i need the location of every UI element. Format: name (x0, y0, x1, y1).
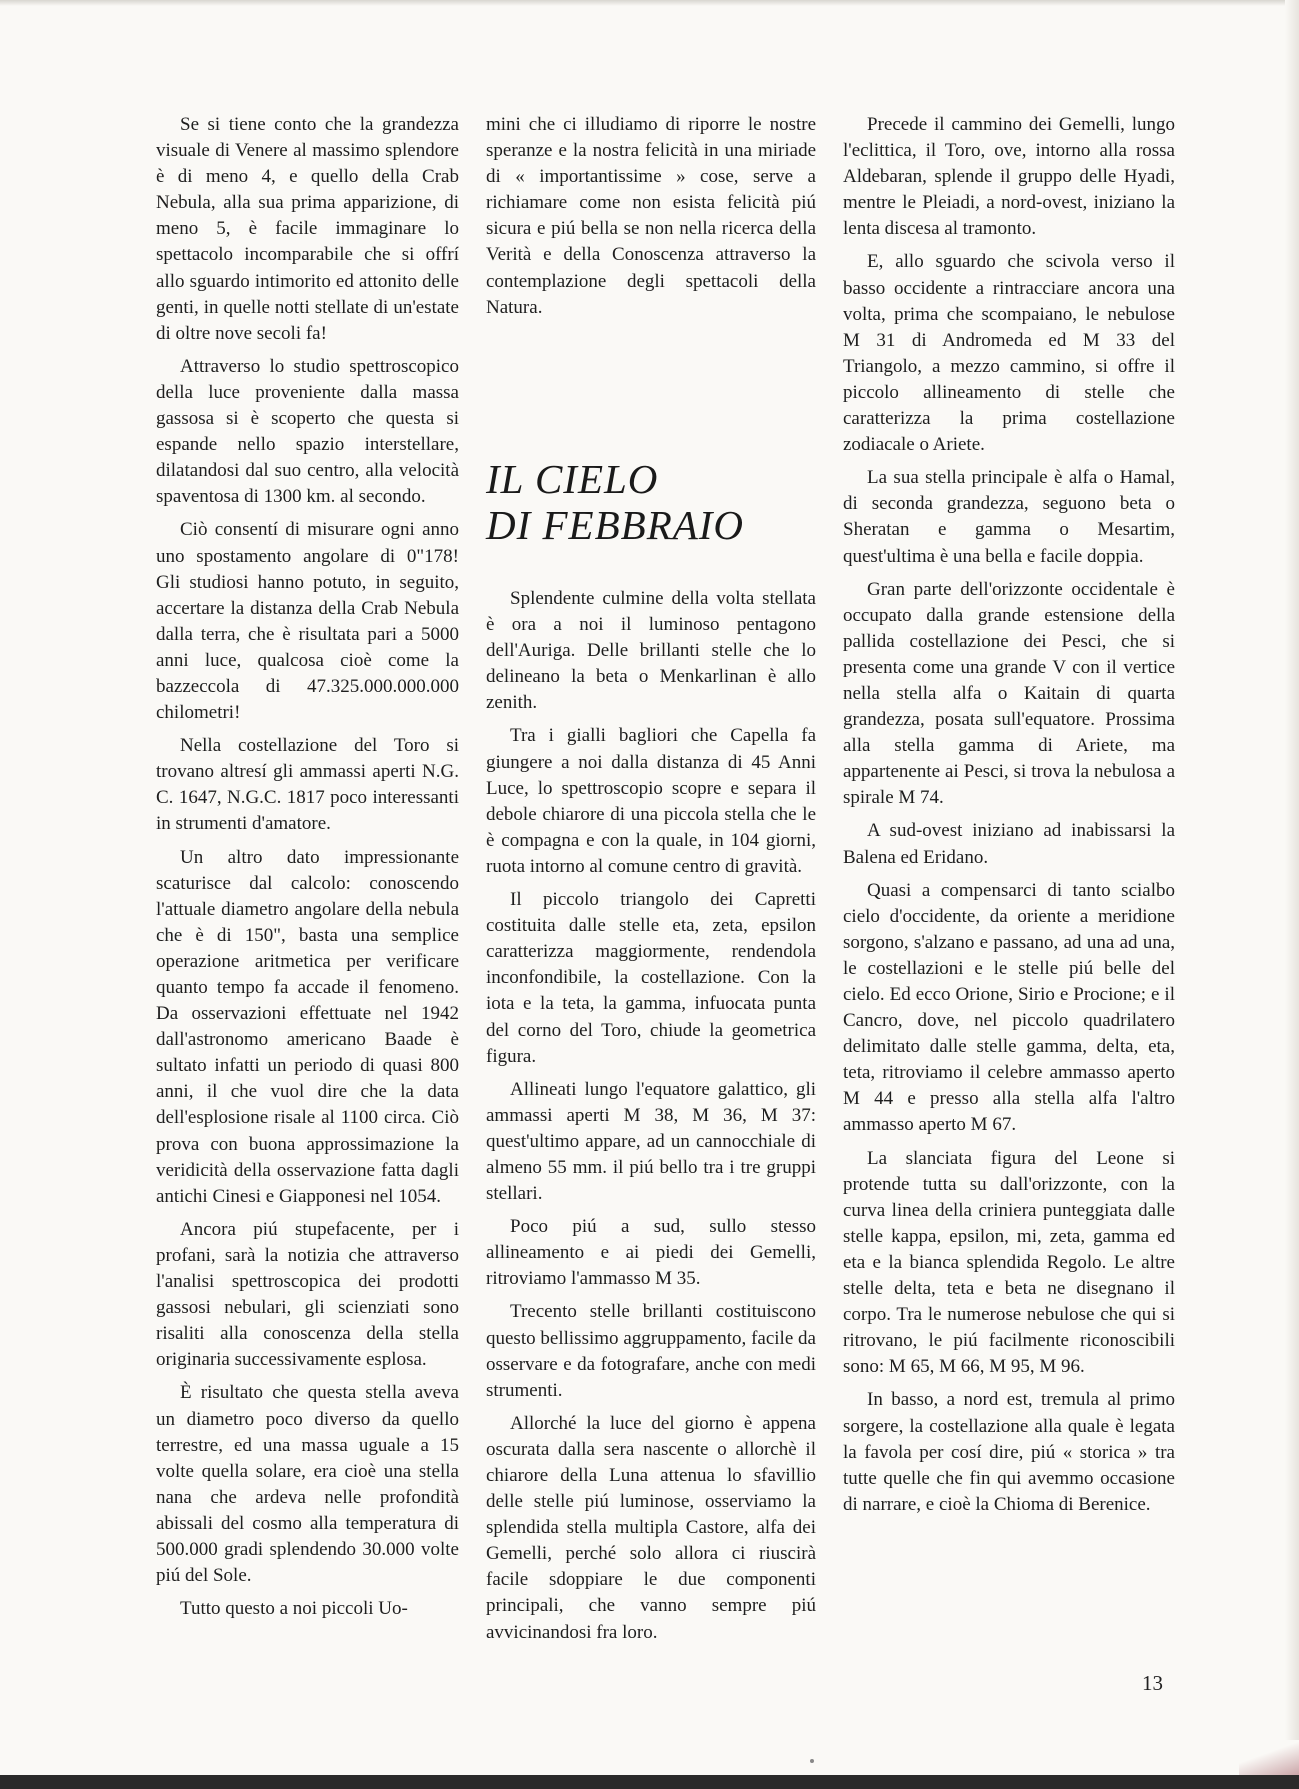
section-heading (486, 456, 744, 548)
paragraph: Attraverso lo studio spettroscopico della luce proveniente dalla massa gassosa si è scoperto che questa si espande nello spazio interstellare, dilatandosi dal suo centro, alla velocità spaventosa di 1300 km. al secondo. (156, 355, 459, 508)
paragraph: Precede il cammino dei Gemelli, lungo l'eclittica, il Toro, ove, intorno alla rossa Aldebaran, splende il gruppo delle Hyadi, mentre le Pleiadi, a nord-ovest, iniziano la lenta discesa al tramonto. (843, 114, 1175, 240)
paragraph: Ciò consentí di misurare ogni anno uno spostamento angolare di 0"178! Gli studiosi hanno potuto, in seguito, accertare la distanza della Crab Nebula dalla terra, che è risultata pari a 5000 anni luce, qualcosa cioè come la bazzeccola di 47.325.000.000.000 chilometri! (156, 519, 459, 724)
paragraph: È risultato che questa stella aveva un diametro poco diverso da quello terrestre, ed una massa uguale a 15 volte quella solare, era cioè una stella nana che ardeva nelle profondità abissali del cosmo alla temperatura di 500.000 gradi splendendo 30.000 volte piú del Sole. (156, 1382, 459, 1587)
text-column-2-top (486, 112, 816, 328)
paragraph: In basso, a nord est, tremula al primo sorgere, la costellazione alla quale è legata la favola per cosí dire, piú « storica » tra tutte quelle che fin qui avemmo occasione di narrare, e cioè la Chioma di Berenice. (843, 1389, 1175, 1515)
paragraph: Nella costellazione del Toro si trovano altresí gli ammassi aperti N.G. C. 1647, N.G.C. 1817 poco interessanti in strumenti d'amatore. (156, 735, 459, 835)
paragraph: Allineati lungo l'equatore galattico, gli ammassi aperti M 38, M 36, M 37: quest'ultimo appare, ad un cannocchiale di almeno 55 mm. il piú bello tra i tre gruppi stellari. (486, 1078, 816, 1205)
paragraph: Allorché la luce del giorno è appena oscurata dalla sera nascente o allorchè il chiarore della Luna attenua lo sfavillio delle stelle piú luminose, osserviamo la splendida stella multipla Castore, alfa dei Gemelli, perché solo allora ci riuscirà facile sdoppiare le due componenti principali, che vanno sempre piú avvicinandosi fra loro. (486, 1412, 816, 1643)
paragraph: Quasi a compensarci di tanto scialbo cielo d'occidente, da oriente a meridione sorgono, s'alzano e passano, ad una ad una, le costellazioni e le stelle piú belle del cielo. Ed ecco Orione, Sirio e Procione; e il Cancro, dove, nel piccolo quadrilatero delimitato dalle stelle gamma, delta, eta, teta, ritroviamo il celebre ammasso aperto M 44 e presso alla stella alfa l'altro ammasso aperto M 67. (843, 879, 1175, 1136)
heading-line-2: DI FEBBRAIO (486, 502, 745, 548)
scan-bottom-edge (0, 1775, 1299, 1789)
paragraph: Un altro dato impressionante scaturisce dal calcolo: conoscendo l'attuale diametro angolare della nebula che è di 150", basta una semplice operazione aritmetica per verificare quanto tempo fa accade il fenomeno. Da osservazioni effettuate nel 1942 dall'astronomo americano Baade è sultato infatti un periodo di quasi 800 anni, il che vuol dire che la data dell'esplosione risale al 1100 circa. Ciò prova con buona approssimazione la veridicità della osservazione fatta dagli antichi Cinesi e Giapponesi nel 1054. (156, 846, 459, 1207)
scan-top-edge (0, 0, 1299, 6)
paragraph: La sua stella principale è alfa o Hamal, di seconda grandezza, seguono beta o Sheratan e gamma o Mesartim, quest'ultima è una bella e facile doppia. (843, 467, 1175, 567)
paragraph: mini che ci illudiamo di riporre le nostre speranze e la nostra felicità in una miriade di « importantissime » cose, serve a richiamare come non esista felicità piú sicura e piú bella se non nella ricerca della Verità e della Conoscenza attraverso la contemplazione degli spettacoli della Natura. (486, 114, 816, 318)
paragraph: Il piccolo triangolo dei Capretti costituita dalle stelle eta, zeta, epsilon caratterizza maggiormente, rendendola inconfondibile, la costellazione. Con la iota e la teta, la gamma, infuocata punta del corno del Toro, chiude la geometrica figura. (486, 889, 816, 1067)
paragraph: Tutto questo a noi piccoli Uo- (180, 1598, 408, 1620)
paragraph: Tra i gialli bagliori che Capella fa giungere a noi dalla distanza di 45 Anni Luce, lo spettroscopio scopre e separa il debole chiarore di una piccola stella che le è compagna e con la quale, in 104 giorni, ruota intorno al comune centro di gravità. (486, 725, 816, 877)
paragraph: Poco piú a sud, sullo stesso allineamento e ai piedi dei Gemelli, ritroviamo l'ammasso M 35. (486, 1216, 816, 1290)
scan-dot (810, 1759, 814, 1763)
paragraph: Trecento stelle brillanti costituiscono questo bellissimo aggruppamento, facile da osservare e da fotografare, anche con medi strumenti. (486, 1301, 816, 1401)
scan-corner (1239, 1740, 1299, 1776)
paragraph: La slanciata figura del Leone si protende tutta su dall'orizzonte, con la curva linea della criniera punteggiata dalle stelle kappa, epsilon, mi, zeta, gamma ed eta e la bianca splendida Regolo. Le altre stelle delta, teta e beta ne disegnano il corpo. Tra le numerose nebulose che qui si ritrovano, le piú facilmente riconoscibili sono: M 65, M 66, M 95, M 96. (843, 1147, 1175, 1378)
paragraph: A sud-ovest iniziano ad inabissarsi la Balena ed Eridano. (843, 820, 1175, 868)
text-column-2 (486, 586, 816, 1653)
paragraph: E, allo sguardo che scivola verso il basso occidente a rintracciare ancora una volta, prima che scompaiano, le nebulose M 31 di Andromeda ed M 33 del Triangolo, a mezzo cammino, si offre il piccolo allineamento di stelle che caratterizza la prima costellazione zodiacale o Ariete. (843, 251, 1175, 456)
text-column-3 (843, 112, 1175, 1525)
paragraph: Ancora piú stupefacente, per i profani, sarà la notizia che attraverso l'analisi spettroscopica dei prodotti gassosi nebulari, gli scienziati sono risaliti alla conoscenza della stella originaria successivamente esplosa. (156, 1218, 459, 1371)
paragraph: Splendente culmine della volta stellata è ora a noi il luminoso pentagono dell'Auriga. Delle brillanti stelle che lo delineano la beta o Menkarlinan è allo zenith. (486, 588, 816, 714)
page-number: 13 (1142, 1671, 1163, 1695)
text-column-1 (156, 112, 459, 1629)
paragraph: Se si tiene conto che la grandezza visuale di Venere al massimo splendore è di meno 4, e quello della Crab Nebula, alla sua prima apparizione, di meno 5, è facile immaginare lo spettacolo incomparabile che si offrí allo sguardo intimorito ed attonito delle genti, in quelle notti stellate di un'estate di oltre nove secoli fa! (156, 114, 459, 344)
scan-right-edge (1285, 0, 1299, 1789)
heading-line-1: IL CIELO (486, 456, 659, 502)
paragraph: Gran parte dell'orizzonte occidentale è occupato dalla grande estensione della pallida costellazione dei Pesci, che si presenta come una grande V con il vertice nella stella alfa o Kaitain di quarta grandezza, posata sull'equatore. Prossima alla stella gamma di Ariete, ma appartenente ai Pesci, si trova la nebulosa a spirale M 74. (843, 578, 1175, 809)
